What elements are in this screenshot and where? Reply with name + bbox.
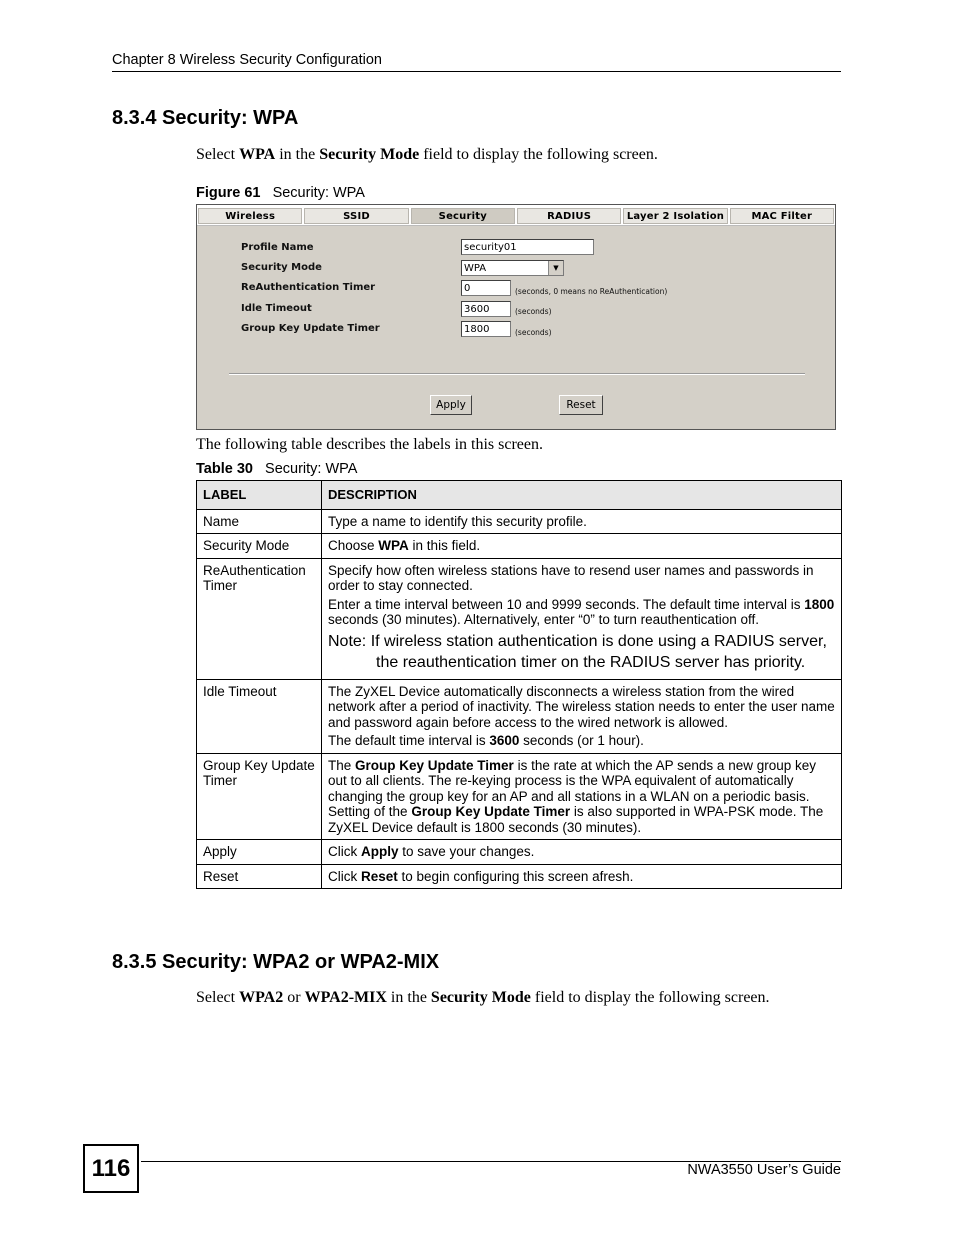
row-label: Group Key Update Timer	[197, 753, 322, 840]
apply-button[interactable]: Apply	[430, 395, 472, 415]
tab-security[interactable]: Security	[411, 208, 515, 224]
profile-name-label: Profile Name	[241, 242, 314, 253]
tab-ssid[interactable]: SSID	[304, 208, 408, 224]
profile-name-input[interactable]: security01	[461, 239, 594, 255]
table-caption: Table 30 Security: WPA	[196, 461, 358, 477]
row-label: Reset	[197, 864, 322, 889]
column-header-description: DESCRIPTION	[322, 481, 842, 510]
page-number: 116	[83, 1144, 139, 1193]
section-heading-wpa2: 8.3.5 Security: WPA2 or WPA2-MIX	[112, 951, 440, 973]
row-description: Specify how often wireless stations have to resend user names and passwords in order to stay connected. Enter a time interval between 10 and 9999 seconds. The default time interval is 1800 seconds (30 minutes). Alternatively, enter “0” to turn reauthentication off. Note: If wireless station authentication is done using a RADIUS server, the reauthentication timer on the RADIUS server has priority.	[322, 558, 842, 679]
table-row	[197, 840, 842, 865]
idle-timeout-input[interactable]: 3600	[461, 301, 511, 317]
chevron-down-icon[interactable]: ▼	[548, 261, 563, 275]
row-description: Click Apply to save your changes.	[322, 840, 842, 865]
reauth-timer-hint: (seconds, 0 means no ReAuthentication)	[515, 287, 668, 296]
security-mode-value: WPA	[464, 263, 487, 274]
table-row	[197, 753, 842, 840]
row-label: ReAuthentication Timer	[197, 558, 322, 679]
reset-button[interactable]: Reset	[559, 395, 603, 415]
security-mode-select[interactable]	[461, 260, 564, 276]
tab-wireless[interactable]: Wireless	[198, 208, 302, 224]
form-divider	[229, 373, 805, 375]
reauth-note: Note: If wireless station authentication is done using a RADIUS server, the reauthentication timer on the RADIUS server has priority.	[328, 632, 827, 671]
idle-timeout-label: Idle Timeout	[241, 303, 312, 314]
tab-bar	[197, 205, 835, 226]
guide-title: NWA3550 User’s Guide	[687, 1162, 841, 1178]
tab-radius[interactable]: RADIUS	[517, 208, 621, 224]
after-figure-text: The following table describes the labels in this screen.	[196, 436, 544, 453]
row-description: The Group Key Update Timer is the rate at which the AP sends a new group key out to all clients. The re-keying process is the WPA equivalent of automatically changing the group key for an AP and all stations in a WLAN on a periodic basis. Setting of the Group Key Update Timer is also supported in WPA-PSK mode. The ZyXEL Device default is 1800 seconds (30 minutes).	[322, 753, 842, 840]
figure-caption: Figure 61 Security: WPA	[196, 185, 365, 201]
row-label: Name	[197, 509, 322, 534]
tab-mac-filter[interactable]: MAC Filter	[730, 208, 834, 224]
label-description-table	[196, 480, 842, 889]
row-label: Security Mode	[197, 534, 322, 559]
section-intro-wpa: Select WPA in the Security Mode field to display the following screen.	[196, 146, 658, 163]
table-row	[197, 558, 842, 679]
idle-timeout-hint: (seconds)	[515, 307, 552, 316]
row-label: Apply	[197, 840, 322, 865]
security-mode-label: Security Mode	[241, 262, 322, 273]
column-header-label: LABEL	[197, 481, 322, 510]
section-heading-wpa: 8.3.4 Security: WPA	[112, 107, 299, 129]
group-key-timer-label: Group Key Update Timer	[241, 323, 380, 334]
security-wpa-screenshot	[196, 204, 836, 430]
row-description: Choose WPA in this field.	[322, 534, 842, 559]
row-description: The ZyXEL Device automatically disconnects a wireless station from the wired network after a period of inactivity. The wireless station needs to enter the user name and password again before access to the wired network is allowed. The default time interval is 3600 seconds (or 1 hour).	[322, 679, 842, 753]
table-row	[197, 509, 842, 534]
group-key-timer-hint: (seconds)	[515, 328, 552, 337]
row-label: Idle Timeout	[197, 679, 322, 753]
group-key-timer-input[interactable]: 1800	[461, 321, 511, 337]
reauth-timer-input[interactable]: 0	[461, 280, 511, 296]
table-row	[197, 534, 842, 559]
table-row	[197, 864, 842, 889]
header-rule	[112, 71, 841, 72]
table-header-row	[197, 481, 842, 510]
table-row	[197, 679, 842, 753]
section-intro-wpa2: Select WPA2 or WPA2-MIX in the Security Mode field to display the following screen.	[196, 989, 770, 1006]
tab-layer2-isolation[interactable]: Layer 2 Isolation	[623, 208, 727, 224]
row-description: Type a name to identify this security profile.	[322, 509, 842, 534]
row-description: Click Reset to begin configuring this screen afresh.	[322, 864, 842, 889]
reauth-timer-label: ReAuthentication Timer	[241, 282, 376, 293]
chapter-header: Chapter 8 Wireless Security Configuration	[112, 52, 382, 68]
